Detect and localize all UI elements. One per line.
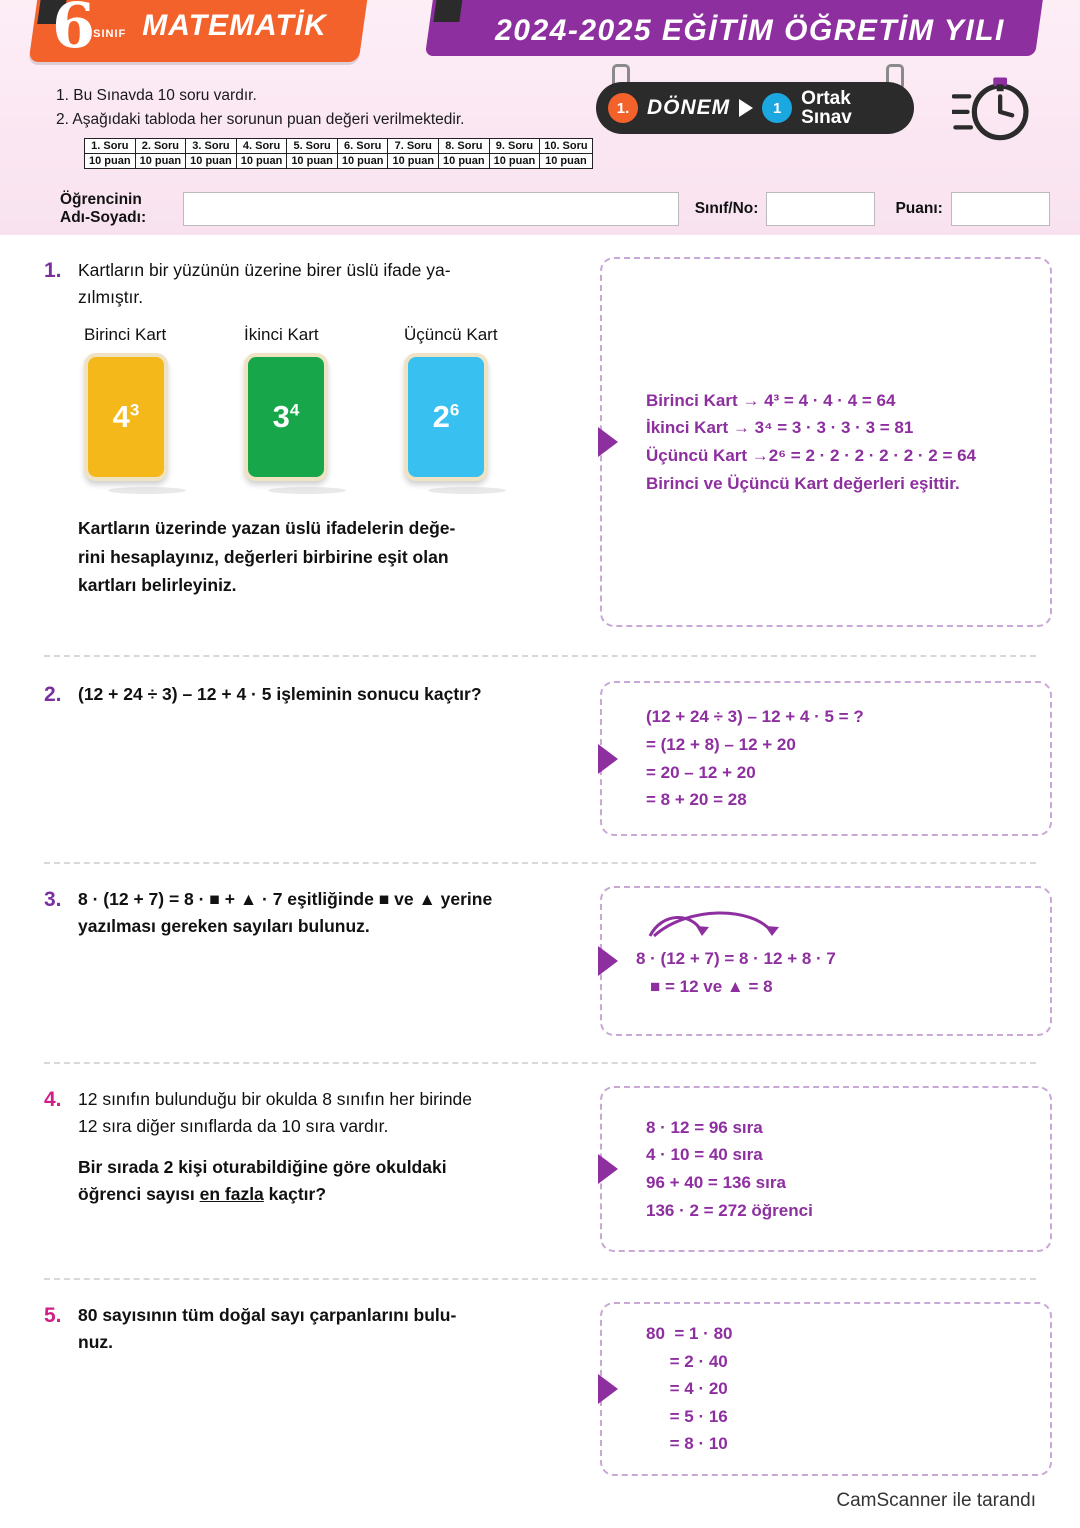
page-header (0, 0, 1080, 235)
distributive-arrow-icon (632, 910, 812, 946)
answer-1-line3: Üçüncü Kart →2⁶ = 2 · 2 · 2 · 2 · 2 · 2 = 64 (646, 446, 976, 465)
term-number: 1. (608, 93, 638, 123)
answer-4-line2: 4 · 10 = 40 sıra (646, 1145, 763, 1165)
question-1-body (78, 257, 578, 627)
answer-4-line1: 8 · 12 = 96 sıra (646, 1117, 763, 1137)
answer-pointer-icon-5 (598, 1374, 618, 1404)
card-2-value: $3^4$ (272, 399, 300, 435)
score-p-8: 10 puan (439, 154, 490, 169)
card-2-face (244, 353, 328, 481)
answer-box-2 (600, 681, 1052, 836)
stopwatch-icon (952, 62, 1038, 148)
term-exam-badge (596, 82, 914, 134)
subject-label: MATEMATİK (142, 9, 327, 42)
exam-label-line1: Ortak (801, 87, 851, 109)
grade-sub-label: SINIF (93, 28, 127, 40)
student-name-label-line2: Adı-Soyadı: (60, 209, 147, 226)
question-5-text-line1: 80 sayısının tüm doğal sayı çarpanlarını bulu- (78, 1305, 457, 1325)
card-group (78, 325, 578, 494)
score-p-10: 10 puan (540, 154, 592, 169)
question-2-number: 2. (44, 683, 62, 706)
score-p-2: 10 puan (135, 154, 186, 169)
question-3-number: 3. (44, 888, 62, 911)
answer-2-line1: (12 + 24 ÷ 3) – 12 + 4 · 5 = ? (646, 707, 864, 727)
question-1-number: 1. (44, 259, 62, 282)
score-table-points-row (85, 154, 593, 169)
question-5-number: 5. (44, 1304, 62, 1327)
score-p-1: 10 puan (85, 154, 136, 169)
grade-number: 6 (52, 0, 94, 62)
card-1-face (84, 353, 168, 481)
arrow-right-icon (739, 99, 753, 117)
answer-4-line4: 136 · 2 = 272 öğrenci (646, 1200, 813, 1220)
card-1-label: Birinci Kart (84, 325, 167, 345)
instructions (56, 84, 464, 132)
student-name-label-line1: Öğrencinin (60, 191, 142, 209)
score-p-4: 10 puan (236, 154, 287, 169)
answer-3-line1: 8 · (12 + 7) = 8 · 12 + 8 · 7 (636, 949, 836, 969)
answer-5-line4: = 5 · 16 (646, 1406, 728, 1426)
question-1-bold-line3: kartları belirleyiniz. (78, 574, 237, 595)
question-4-bold-line2: öğrenci sayısı en fazla kaçtır? (78, 1184, 327, 1205)
question-1-bold-line2: rini hesaplayınız, değerleri birbirine eşit olan (78, 546, 449, 567)
question-1-bold-line1: Kartların üzerinde yazan üslü ifadelerin değe- (78, 518, 456, 539)
answer-2-line4: = 8 + 20 = 28 (646, 790, 747, 810)
score-q-10: 10. Soru (540, 139, 592, 154)
card-2 (244, 325, 370, 494)
year-banner-label: 2024-2025 EĞİTİM ÖĞRETİM YILI (495, 14, 1005, 47)
score-p-9: 10 puan (489, 154, 540, 169)
card-3-value: $2^6$ (432, 399, 460, 435)
instruction-line-2: 2. Aşağıdaki tabloda her sorunun puan değeri verilmektedir. (56, 111, 465, 129)
question-5 (0, 1280, 1080, 1476)
question-1-text-line2: zılmıştır. (78, 287, 144, 308)
answer-box-1 (600, 257, 1052, 627)
question-4-bold-line1: Bir sırada 2 kişi oturabildiğine göre okuldaki (78, 1157, 447, 1178)
score-q-9: 9. Soru (489, 139, 540, 154)
score-table-header-row (85, 139, 593, 154)
answer-pointer-icon-1 (598, 427, 618, 457)
card-3-label: Üçüncü Kart (404, 325, 498, 345)
card-3-shadow (428, 487, 506, 494)
question-2-body (78, 681, 578, 836)
student-name-input[interactable] (183, 192, 679, 226)
exam-label-line2: Sınav (801, 107, 852, 128)
score-q-7: 7. Soru (388, 139, 439, 154)
score-q-8: 8. Soru (439, 139, 490, 154)
answer-5-line5: = 8 · 10 (646, 1434, 728, 1454)
question-2 (0, 657, 1080, 836)
answer-pointer-icon-3 (598, 946, 618, 976)
question-5-body (78, 1302, 578, 1476)
instruction-line-1: 1. Bu Sınavda 10 soru vardır. (56, 87, 257, 104)
score-q-2: 2. Soru (135, 139, 186, 154)
score-p-5: 10 puan (287, 154, 338, 169)
answer-1-line2: İkinci Kart → 3⁴ = 3 · 3 · 3 · 3 = 81 (646, 418, 914, 438)
answer-5-line3: = 4 · 20 (646, 1379, 728, 1399)
answer-box-5 (600, 1302, 1052, 1476)
score-table (84, 138, 593, 169)
question-4-body (78, 1086, 578, 1252)
question-1-bold-text (78, 514, 578, 599)
answer-5-line1: 80 = 1 · 80 (646, 1324, 733, 1343)
question-3 (0, 864, 1080, 1036)
card-3 (404, 325, 530, 494)
answer-box-3 (600, 886, 1052, 1036)
score-q-4: 4. Soru (236, 139, 287, 154)
exam-number: 1 (762, 93, 792, 123)
score-q-6: 6. Soru (337, 139, 388, 154)
question-4-text-line1: 12 sınıfın bulunduğu bir okulda 8 sınıfın her birinde (78, 1089, 473, 1109)
class-no-label: Sınıf/No: (694, 200, 759, 217)
card-2-label: İkinci Kart (244, 325, 319, 345)
card-3-face (404, 353, 488, 481)
score-p-6: 10 puan (337, 154, 388, 169)
score-label: Puanı: (895, 200, 943, 217)
answer-2-line2: = (12 + 8) – 12 + 20 (646, 734, 796, 754)
exam-label (801, 89, 852, 128)
question-4-number: 4. (44, 1088, 62, 1111)
question-3-body (78, 886, 578, 1036)
answer-1-line1: Birinci Kart → 4³ = 4 · 4 · 4 = 64 (646, 390, 896, 410)
answer-4-line3: 96 + 40 = 136 sıra (646, 1173, 786, 1192)
card-2-shadow (268, 487, 346, 494)
card-1 (84, 325, 210, 494)
question-2-text: (12 + 24 ÷ 3) – 12 + 4 · 5 işleminin sonucu kaçtır? (78, 684, 482, 704)
card-1-shadow (108, 487, 186, 494)
score-q-3: 3. Soru (186, 139, 237, 154)
subject-banner-content (52, 0, 327, 62)
question-4-text-line2: 12 sıra diğer sınıflarda da 10 sıra vardır. (78, 1116, 389, 1137)
question-1-text-line1: Kartların bir yüzünün üzerine birer üslü ifade ya- (78, 260, 451, 280)
answer-box-4 (600, 1086, 1052, 1252)
score-q-1: 1. Soru (85, 139, 136, 154)
answer-5-line2: = 2 · 40 (646, 1351, 728, 1371)
question-4 (0, 1064, 1080, 1252)
scanner-watermark: CamScanner ile tarandı (836, 1490, 1036, 1511)
score-q-5: 5. Soru (287, 139, 338, 154)
answer-1-line4: Birinci ve Üçüncü Kart değerleri eşittir. (646, 473, 960, 493)
card-1-value: $4^3$ (112, 399, 140, 435)
score-p-3: 10 puan (186, 154, 237, 169)
score-p-7: 10 puan (388, 154, 439, 169)
question-sheet (0, 235, 1080, 1476)
question-5-text-line2: nuz. (78, 1332, 113, 1353)
answer-pointer-icon-2 (598, 744, 618, 774)
student-info-row (60, 188, 1050, 230)
score-input[interactable] (951, 192, 1050, 226)
answer-pointer-icon-4 (598, 1154, 618, 1184)
term-label: DÖNEM (647, 96, 731, 119)
answer-2-line3: = 20 – 12 + 20 (646, 762, 756, 782)
question-3-text-line1: 8 · (12 + 7) = 8 · ■ + ▲ · 7 eşitliğinde ■ ve ▲ yerine (78, 889, 493, 909)
answer-3-line2: ■ = 12 ve ▲ = 8 (650, 977, 773, 996)
student-name-label (60, 191, 179, 227)
class-no-input[interactable] (766, 192, 875, 226)
question-1 (0, 235, 1080, 627)
question-3-text-line2: yazılması gereken sayıları bulunuz. (78, 916, 370, 937)
